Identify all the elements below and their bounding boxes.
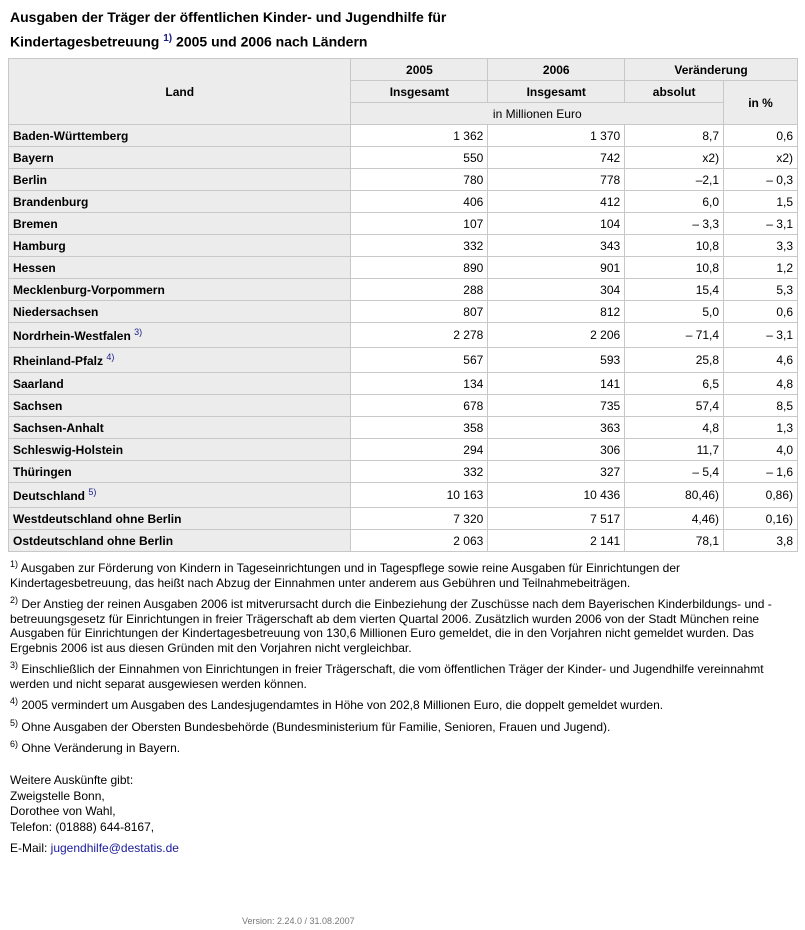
- cell-2006: 7 517: [488, 508, 625, 530]
- land-name: Rheinland-Pfalz: [13, 354, 104, 368]
- cell-land: [9, 279, 351, 301]
- table-body: [9, 125, 798, 552]
- cell-land: [9, 235, 351, 257]
- cell-percent: 4,6: [724, 348, 798, 373]
- cell-2006: 742: [488, 147, 625, 169]
- cell-absolut: 15,4: [625, 279, 724, 301]
- header-2005: 2005: [351, 59, 488, 81]
- cell-absolut: 10,8: [625, 257, 724, 279]
- footnote: [10, 593, 790, 655]
- land-name: Nordrhein-Westfalen: [13, 329, 131, 343]
- cell-absolut: –2,1: [625, 169, 724, 191]
- cell-2006: 735: [488, 395, 625, 417]
- table-row: [9, 169, 798, 191]
- cell-absolut: 11,7: [625, 439, 724, 461]
- contact-line-3: Dorothee von Wahl,: [10, 804, 116, 818]
- cell-land: [9, 439, 351, 461]
- expenditure-table: [8, 58, 798, 552]
- cell-2005: 807: [351, 301, 488, 323]
- cell-percent: 1,3: [724, 417, 798, 439]
- header-land: Land: [9, 59, 351, 125]
- cell-2006: 104: [488, 213, 625, 235]
- cell-percent: – 1,6: [724, 461, 798, 483]
- email-label: E-Mail:: [10, 841, 51, 855]
- cell-2006: 10 436: [488, 483, 625, 508]
- version-info: Version: 2.24.0 / 31.08.2007: [242, 916, 355, 926]
- cell-absolut: 78,1: [625, 530, 724, 552]
- land-name: Schleswig-Holstein: [13, 442, 124, 457]
- cell-2005: 332: [351, 461, 488, 483]
- land-name: Sachsen: [13, 398, 63, 413]
- cell-absolut: 6,5: [625, 373, 724, 395]
- cell-2005: 678: [351, 395, 488, 417]
- cell-land: [9, 483, 351, 508]
- cell-2005: 332: [351, 235, 488, 257]
- footnote-text: Der Anstieg der reinen Ausgaben 2006 ist mitverursacht durch die Einbeziehung der Zuschüsse nach dem Bayerischen Kinderbildungs- und -betreuungsgesetz für Einrichtungen in freier Trägerschaft ab dem vierten Quartal 2006. Zusätzlich wurden 2006 von der Stadt München reine Ausgaben für Einrichtungen der Kindertagesbetreuung von 130,6 Millionen Euro gemeldet, die in den Vorjahren nicht gemeldet wurden. Das Ergebnis 2006 ist aus diesen Gründen mit den Vorjahren nicht vergleichbar.: [10, 597, 772, 655]
- cell-2006: 2 141: [488, 530, 625, 552]
- table-row: [9, 191, 798, 213]
- footnote-mark: 6): [10, 739, 19, 749]
- cell-2005: 567: [351, 348, 488, 373]
- land-name: Westdeutschland ohne Berlin: [13, 511, 182, 526]
- land-name: Sachsen-Anhalt: [13, 420, 104, 435]
- land-name: Niedersachsen: [13, 304, 99, 319]
- footnote: [10, 694, 790, 713]
- cell-percent: 8,5: [724, 395, 798, 417]
- cell-2006: 141: [488, 373, 625, 395]
- footnote-mark: 2): [10, 595, 19, 605]
- cell-land: [9, 323, 351, 348]
- table-row: [9, 530, 798, 552]
- cell-absolut: 5,0: [625, 301, 724, 323]
- contact-line-2: Zweigstelle Bonn,: [10, 788, 105, 803]
- cell-percent: – 3,1: [724, 213, 798, 235]
- footnote: [10, 737, 790, 756]
- cell-2006: 412: [488, 191, 625, 213]
- cell-absolut: 25,8: [625, 348, 724, 373]
- cell-percent: 3,3: [724, 235, 798, 257]
- footnote-text: Einschließlich der Einnahmen von Einrichtungen in freier Trägerschaft, die vom öffentlichen Träger der Kinder- und Jugendhilfe vereinnahmt werden und nicht separat ausgewiesen werden können.: [10, 662, 764, 691]
- cell-land: [9, 461, 351, 483]
- cell-percent: 0,16): [724, 508, 798, 530]
- cell-percent: 3,8: [724, 530, 798, 552]
- cell-land: [9, 191, 351, 213]
- land-name: Berlin: [13, 172, 48, 187]
- cell-land: [9, 417, 351, 439]
- cell-2005: 288: [351, 279, 488, 301]
- header-percent: in %: [724, 81, 798, 125]
- table-row: [9, 395, 798, 417]
- cell-absolut: x2): [625, 147, 724, 169]
- cell-2006: 306: [488, 439, 625, 461]
- cell-2005: 1 362: [351, 125, 488, 147]
- footnotes: [10, 557, 790, 759]
- footnote-text: 2005 vermindert um Ausgaben des Landesjugendamtes in Höhe von 202,8 Millionen Euro, die doppelt gemeldet wurden.: [21, 698, 664, 712]
- cell-2005: 7 320: [351, 508, 488, 530]
- footnote-text: Ohne Veränderung in Bayern.: [21, 741, 181, 755]
- header-insgesamt-2006: Insgesamt: [488, 81, 625, 103]
- footnote-ref[interactable]: 5): [88, 487, 97, 497]
- land-name: Mecklenburg-Vorpommern: [13, 282, 165, 297]
- cell-percent: 4,0: [724, 439, 798, 461]
- cell-absolut: 4,46): [625, 508, 724, 530]
- cell-2005: 550: [351, 147, 488, 169]
- footnote-mark: 4): [10, 696, 19, 706]
- cell-percent: – 3,1: [724, 323, 798, 348]
- contact-email-line: [10, 841, 179, 857]
- table-row: [9, 483, 798, 508]
- land-name: Brandenburg: [13, 194, 89, 209]
- table-row: [9, 508, 798, 530]
- land-name: Baden-Württemberg: [13, 128, 129, 143]
- cell-percent: 1,2: [724, 257, 798, 279]
- cell-absolut: – 5,4: [625, 461, 724, 483]
- land-name: Saarland: [13, 376, 64, 391]
- cell-land: [9, 301, 351, 323]
- cell-percent: – 0,3: [724, 169, 798, 191]
- cell-land: [9, 395, 351, 417]
- title-line-2: [10, 28, 790, 53]
- title-years: 2005 und 2006 nach Ländern: [176, 33, 368, 50]
- title-line-1: Ausgaben der Träger der öffentlichen Kinder- und Jugendhilfe für: [10, 9, 447, 25]
- cell-percent: 0,6: [724, 125, 798, 147]
- table-row: [9, 213, 798, 235]
- cell-2005: 294: [351, 439, 488, 461]
- cell-2006: 812: [488, 301, 625, 323]
- cell-absolut: 6,0: [625, 191, 724, 213]
- cell-2005: 406: [351, 191, 488, 213]
- cell-absolut: 10,8: [625, 235, 724, 257]
- cell-percent: 0,6: [724, 301, 798, 323]
- header-absolut: absolut: [625, 81, 724, 103]
- cell-2006: 1 370: [488, 125, 625, 147]
- cell-2005: 2 063: [351, 530, 488, 552]
- cell-2005: 358: [351, 417, 488, 439]
- cell-absolut: 57,4: [625, 395, 724, 417]
- table-row: [9, 373, 798, 395]
- footnote-ref[interactable]: 3): [134, 327, 143, 337]
- cell-absolut: 4,8: [625, 417, 724, 439]
- cell-land: [9, 213, 351, 235]
- table-row: [9, 235, 798, 257]
- header-2006: 2006: [488, 59, 625, 81]
- cell-percent: 4,8: [724, 373, 798, 395]
- footnote-text: Ohne Ausgaben der Obersten Bundesbehörde (Bundesministerium für Familie, Senioren, Frauen und Jugend).: [21, 719, 611, 734]
- title-text: Kindertagesbetreuung: [10, 33, 160, 50]
- cell-land: [9, 147, 351, 169]
- cell-2006: 363: [488, 417, 625, 439]
- cell-absolut: – 71,4: [625, 323, 724, 348]
- cell-2006: 2 206: [488, 323, 625, 348]
- email-link[interactable]: jugendhilfe@destatis.de: [50, 841, 179, 855]
- cell-2005: 107: [351, 213, 488, 235]
- footnote: [10, 658, 790, 691]
- footnote: [10, 557, 790, 590]
- contact-block: [10, 773, 179, 857]
- cell-2005: 780: [351, 169, 488, 191]
- table-row: [9, 323, 798, 348]
- cell-land: [9, 373, 351, 395]
- cell-percent: 1,5: [724, 191, 798, 213]
- land-name: Thüringen: [13, 464, 72, 479]
- footnote-text: Ausgaben zur Förderung von Kindern in Tageseinrichtungen und in Tagespflege sowie reine Ausgaben für Einrichtungen der Kindertagesbetreuung, das heißt nach Abzug der Einnahmen unter anderem aus Gebühren und Teilnahmebeiträgen.: [10, 561, 681, 590]
- cell-2006: 593: [488, 348, 625, 373]
- footnote-ref[interactable]: 4): [106, 352, 115, 362]
- cell-2006: 327: [488, 461, 625, 483]
- cell-2006: 343: [488, 235, 625, 257]
- header-unit: in Millionen Euro: [351, 103, 724, 125]
- table-row: [9, 257, 798, 279]
- table-row: [9, 439, 798, 461]
- cell-absolut: 80,46): [625, 483, 724, 508]
- land-name: Bremen: [13, 216, 58, 231]
- table-row: [9, 301, 798, 323]
- cell-2006: 901: [488, 257, 625, 279]
- table-row: [9, 147, 798, 169]
- cell-land: [9, 530, 351, 552]
- cell-absolut: – 3,3: [625, 213, 724, 235]
- cell-land: [9, 257, 351, 279]
- table-row: [9, 125, 798, 147]
- table-row: [9, 279, 798, 301]
- table-row: [9, 348, 798, 373]
- header-insgesamt-2005: Insgesamt: [351, 81, 488, 103]
- cell-land: [9, 508, 351, 530]
- cell-2006: 778: [488, 169, 625, 191]
- land-name: Ostdeutschland ohne Berlin: [13, 533, 174, 548]
- cell-percent: 5,3: [724, 279, 798, 301]
- land-name: Bayern: [13, 150, 54, 165]
- land-name: Deutschland: [13, 489, 86, 503]
- cell-2005: 10 163: [351, 483, 488, 508]
- footnote-mark: 1): [10, 559, 19, 569]
- land-name: Hamburg: [13, 238, 66, 253]
- cell-absolut: 8,7: [625, 125, 724, 147]
- cell-percent: x2): [724, 147, 798, 169]
- header-change: Veränderung: [625, 59, 798, 81]
- footnote-mark: 5): [10, 717, 19, 728]
- cell-2006: 304: [488, 279, 625, 301]
- page-title: [10, 6, 790, 53]
- title-footnote-ref[interactable]: 1): [163, 33, 173, 44]
- footnote-mark: 3): [10, 660, 19, 670]
- land-name: Hessen: [13, 260, 56, 275]
- table-row: [9, 417, 798, 439]
- footnote: [10, 716, 790, 735]
- cell-land: [9, 125, 351, 147]
- cell-2005: 890: [351, 257, 488, 279]
- contact-line-1: Weitere Auskünfte gibt:: [10, 773, 134, 787]
- cell-2005: 2 278: [351, 323, 488, 348]
- cell-percent: 0,86): [724, 483, 798, 508]
- cell-land: [9, 348, 351, 373]
- cell-2005: 134: [351, 373, 488, 395]
- contact-phone: Telefon: (01888) 644-8167,: [10, 819, 155, 834]
- cell-land: [9, 169, 351, 191]
- table-row: [9, 461, 798, 483]
